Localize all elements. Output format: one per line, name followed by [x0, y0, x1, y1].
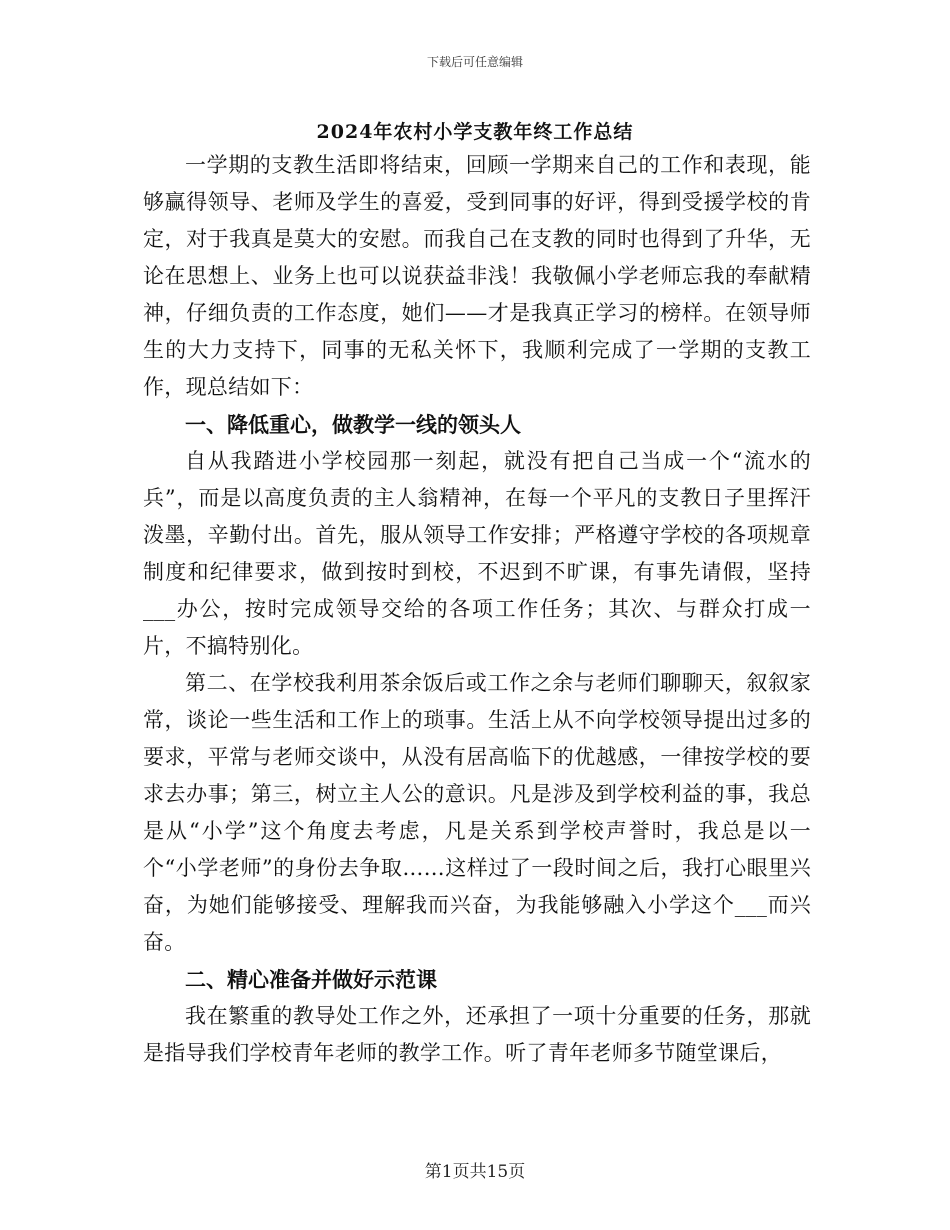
section-heading-2: 二、精心准备并做好示范课 — [185, 967, 437, 992]
body-paragraph-2: 第二、在学校我利用茶余饭后或工作之余与老师们聊聊天，叙叙家常，谈论一些生活和工作上的琐事。生活上从不向学校领导提出过多的要求，平常与老师交谈中，从没有居高临下的优越感，一律按学校的要求去办事；第三，树立主人公的意识。凡是涉及到学校利益的事，我总是从“小学”这个角度去考虑，凡是关系到学校声誉时，我总是以一个“小学老师”的身份去争取……这样过了一段时间之后，我打心眼里兴奋，为她们能够接受、理解我而兴奋，为我能够融入小学这个___而兴奋。 — [143, 671, 811, 954]
header-note: 下载后可任意编辑 — [426, 55, 523, 69]
intro-paragraph: 一学期的支教生活即将结束，回顾一学期来自己的工作和表现，能够赢得领导、老师及学生的喜爱，受到同事的好评，得到受援学校的肯定，对于我真是莫大的安慰。而我自己在支教的同时也得到了升华，无论在思想上、业务上也可以说获益非浅！我敬佩小学老师忘我的奉献精神，仔细负责的工作态度，她们——才是我真正学习的榜样。在领导师生的大力支持下，同事的无私关怀下，我顺利完成了一学期的支教工作，现总结如下： — [143, 153, 811, 399]
page-footer: 第1页共15页 — [424, 1162, 526, 1182]
section-heading-1: 一、降低重心，做教学一线的领头人 — [185, 412, 521, 437]
body-paragraph-1: 自从我踏进小学校园那一刻起，就没有把自己当成一个“流水的兵”，而是以高度负责的主人翁精神，在每一个平凡的支教日子里挥汗泼墨，辛勤付出。首先，服从领导工作安排；严格遵守学校的各项规章制度和纪律要求，做到按时到校，不迟到不旷课，有事先请假，坚持___办公，按时完成领导交给的各项工作任务；其次、与群众打成一片，不搞特别化。 — [143, 449, 811, 658]
body-paragraph-3: 我在繁重的教导处工作之外，还承担了一项十分重要的任务，那就是指导我们学校青年老师的教学工作。听了青年老师多节随堂课后， — [143, 1004, 811, 1065]
document-body — [143, 147, 811, 1072]
document-title: 2024年农村小学支教年终工作总结 — [316, 121, 634, 143]
